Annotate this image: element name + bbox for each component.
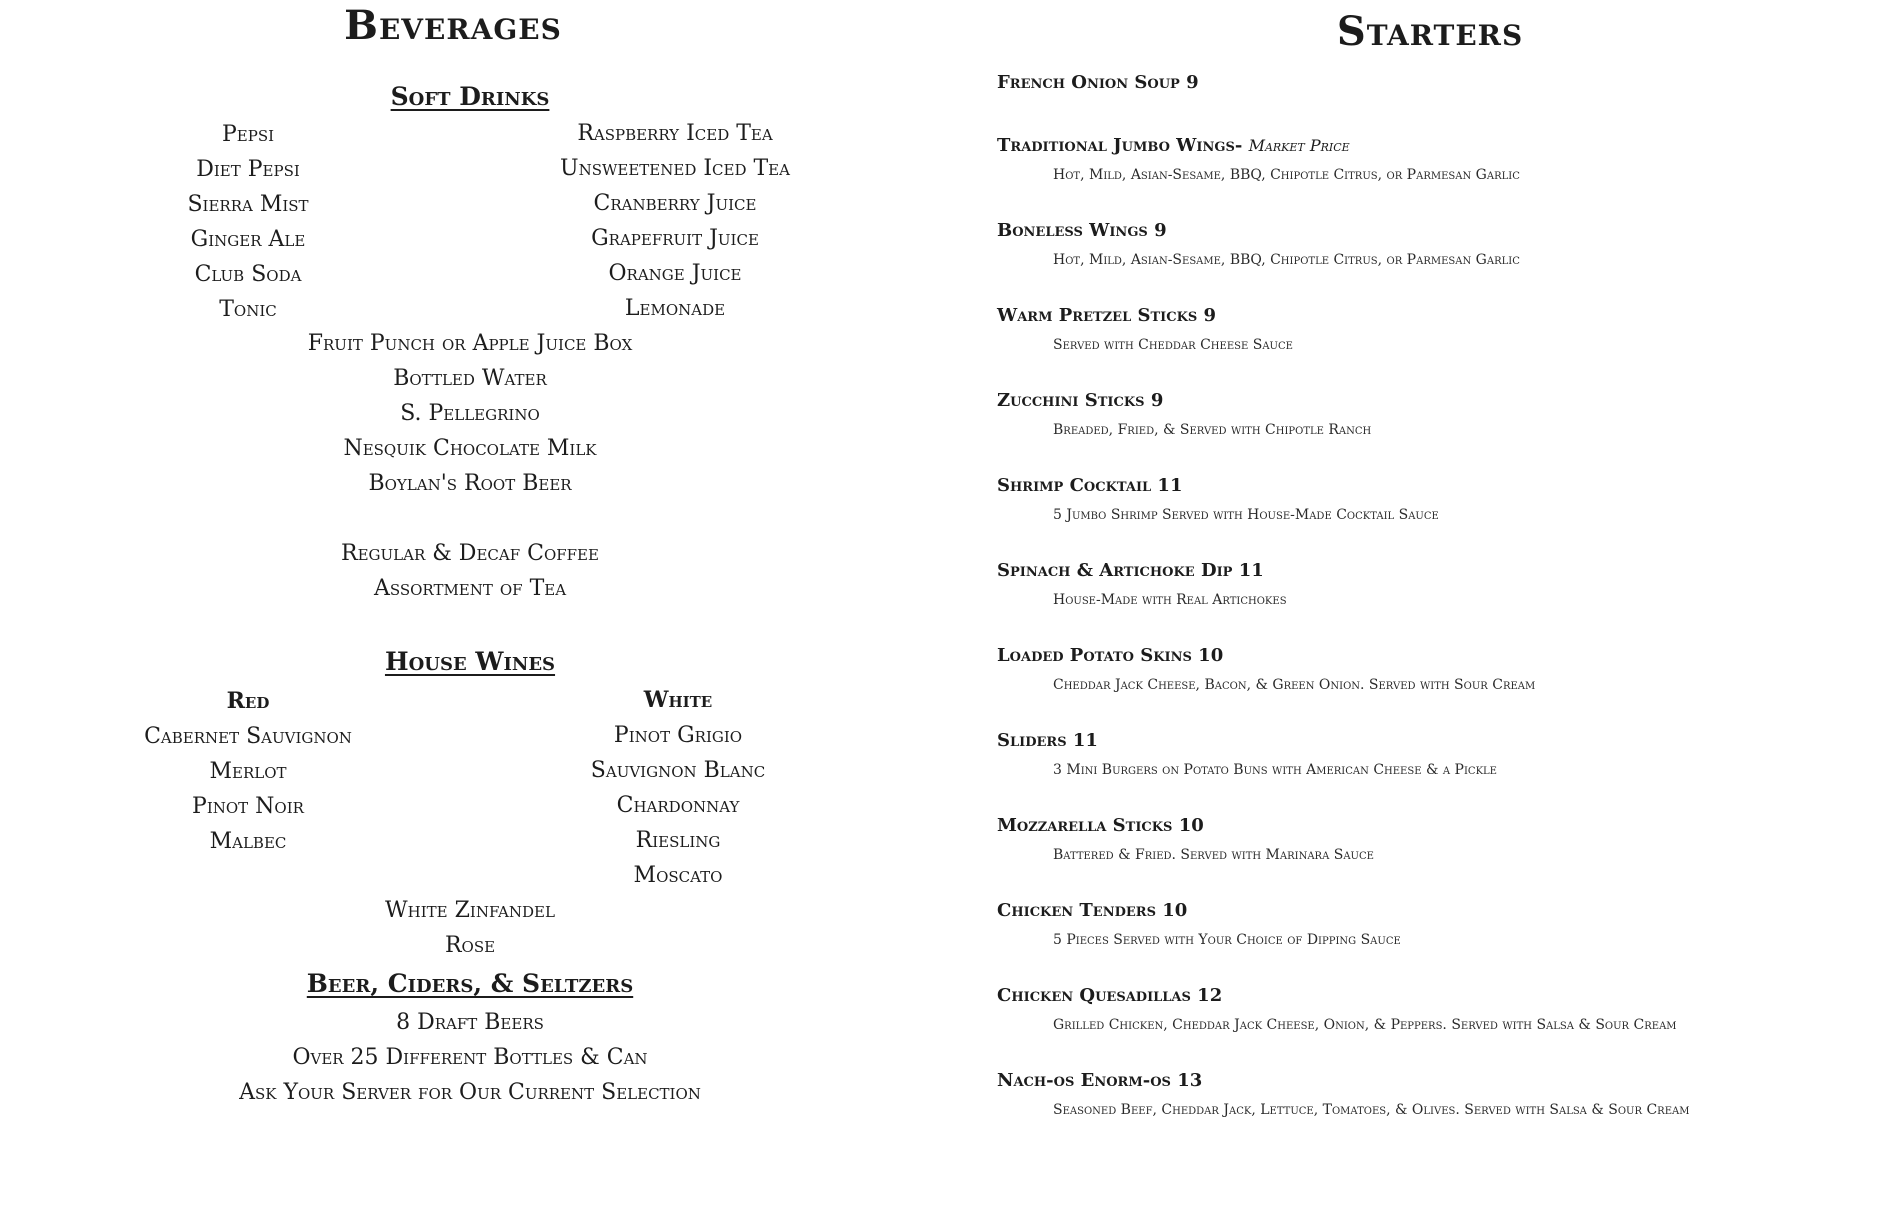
item-name: Warm Pretzel Sticks 9 — [997, 305, 1217, 326]
menu-item: Diet Pepsi — [196, 157, 300, 182]
menu-item: Sauvignon Blanc — [590, 758, 766, 783]
item-description: Hot, Mild, Asian-Sesame, BBQ, Chipotle Citrus, or Parmesan Garlic — [1053, 252, 1520, 268]
item-description: 3 Mini Burgers on Potato Buns with American Cheese & a Pickle — [1053, 762, 1497, 778]
menu-item: Ask Your Server for Our Current Selection — [239, 1080, 701, 1105]
list-item — [997, 643, 1857, 728]
item-name: Nach-os Enorm-os 13 — [997, 1070, 1203, 1091]
item-description: Hot, Mild, Asian-Sesame, BBQ, Chipotle Citrus, or Parmesan Garlic — [1053, 167, 1520, 183]
house-wines-heading: House Wines — [384, 647, 556, 676]
item-name: French Onion Soup 9 — [997, 72, 1199, 93]
item-name: Mozzarella Sticks 10 — [997, 815, 1204, 836]
menu-item: Unsweetened Iced Tea — [560, 156, 790, 181]
menu-item: Club Soda — [194, 262, 302, 287]
menu-item: Rose — [444, 933, 496, 958]
menu-item: Fruit Punch or Apple Juice Box — [307, 331, 633, 356]
item-description: Cheddar Jack Cheese, Bacon, & Green Onion. Served with Sour Cream — [1053, 677, 1536, 693]
menu-item: Sierra Mist — [187, 192, 309, 217]
list-item — [997, 983, 1857, 1068]
soft-drinks-heading: Soft Drinks — [390, 82, 550, 111]
item-name: Spinach & Artichoke Dip 11 — [997, 560, 1264, 581]
list-item — [997, 558, 1857, 643]
item-name — [997, 133, 1857, 159]
item-description: Served with Cheddar Cheese Sauce — [1053, 337, 1293, 353]
red-wines-column — [118, 684, 378, 859]
menu-item: Pepsi — [221, 122, 275, 147]
item-name: Shrimp Cocktail 11 — [997, 475, 1183, 496]
menu-item: Tonic — [219, 297, 277, 322]
soft-drinks-left-column — [148, 117, 348, 327]
menu-item: Nesquik Chocolate Milk — [343, 436, 597, 461]
beer-list — [170, 1005, 770, 1110]
menu-item: Assortment of Tea — [373, 576, 567, 601]
menu-item: White Zinfandel — [385, 898, 555, 923]
item-description: Seasoned Beef, Cheddar Jack, Lettuce, Tomatoes, & Olives. Served with Salsa & Sour Cream — [1053, 1102, 1690, 1118]
hot-drinks-list — [220, 536, 720, 606]
menu-item: Chardonnay — [616, 793, 740, 818]
beverages-title: Beverages — [344, 2, 562, 49]
item-description: Grilled Chicken, Cheddar Jack Cheese, Onion, & Peppers. Served with Salsa & Sour Cream — [1053, 1017, 1677, 1033]
list-item — [997, 813, 1857, 898]
menu-item: S. Pellegrino — [400, 401, 540, 426]
item-name-text: Traditional Jumbo Wings- — [997, 135, 1249, 156]
white-wines-heading: White — [643, 687, 713, 713]
menu-item: Pinot Noir — [192, 794, 304, 819]
menu-item: Boylan's Root Beer — [368, 471, 572, 496]
menu-item: Over 25 Different Bottles & Can — [292, 1045, 648, 1070]
soft-drinks-right-column — [520, 116, 830, 326]
market-price-note: Market Price — [1248, 136, 1350, 155]
menu-item: Orange Juice — [608, 261, 742, 286]
list-item — [997, 388, 1857, 473]
list-item — [997, 218, 1857, 303]
blush-wines-list — [220, 893, 720, 963]
menu-item: Bottled Water — [393, 366, 547, 391]
red-wines-heading: Red — [226, 688, 270, 714]
menu-item: Cranberry Juice — [593, 191, 757, 216]
list-item — [997, 898, 1857, 983]
item-description: 5 Jumbo Shrimp Served with House-Made Cocktail Sauce — [1053, 507, 1439, 523]
menu-item: Ginger Ale — [190, 227, 306, 252]
menu-item: Grapefruit Juice — [591, 226, 759, 251]
item-name: Loaded Potato Skins 10 — [997, 645, 1224, 666]
list-item — [997, 728, 1857, 813]
menu-item: Pinot Grigio — [613, 723, 743, 748]
item-description: House-Made with Real Artichokes — [1053, 592, 1287, 608]
menu-item: Riesling — [635, 828, 721, 853]
menu-item: Cabernet Sauvignon — [144, 724, 352, 749]
menu-item: Lemonade — [624, 296, 726, 321]
white-wines-column — [548, 683, 808, 893]
menu-item: Merlot — [209, 759, 287, 784]
menu-item: Moscato — [633, 863, 723, 888]
list-item — [997, 133, 1857, 218]
list-item — [997, 473, 1857, 558]
item-name: Chicken Tenders 10 — [997, 900, 1188, 921]
menu-item: Regular & Decaf Coffee — [341, 541, 599, 566]
item-description: Battered & Fried. Served with Marinara Sauce — [1053, 847, 1374, 863]
list-item — [997, 70, 1857, 133]
soft-drinks-center-list — [220, 326, 720, 501]
starters-title: Starters — [1336, 8, 1524, 55]
item-description: Breaded, Fried, & Served with Chipotle Ranch — [1053, 422, 1372, 438]
beer-heading: Beer, Ciders, & Seltzers — [306, 969, 634, 998]
menu-item: Raspberry Iced Tea — [577, 121, 773, 146]
menu-item: Malbec — [209, 829, 287, 854]
starters-list — [997, 70, 1857, 1153]
list-item — [997, 303, 1857, 388]
item-name: Boneless Wings 9 — [997, 220, 1167, 241]
item-name: Zucchini Sticks 9 — [997, 390, 1164, 411]
list-item — [997, 1068, 1857, 1153]
item-description: 5 Pieces Served with Your Choice of Dipping Sauce — [1053, 932, 1401, 948]
item-name: Sliders 11 — [997, 730, 1098, 751]
menu-item: 8 Draft Beers — [396, 1010, 544, 1035]
item-name: Chicken Quesadillas 12 — [997, 985, 1223, 1006]
